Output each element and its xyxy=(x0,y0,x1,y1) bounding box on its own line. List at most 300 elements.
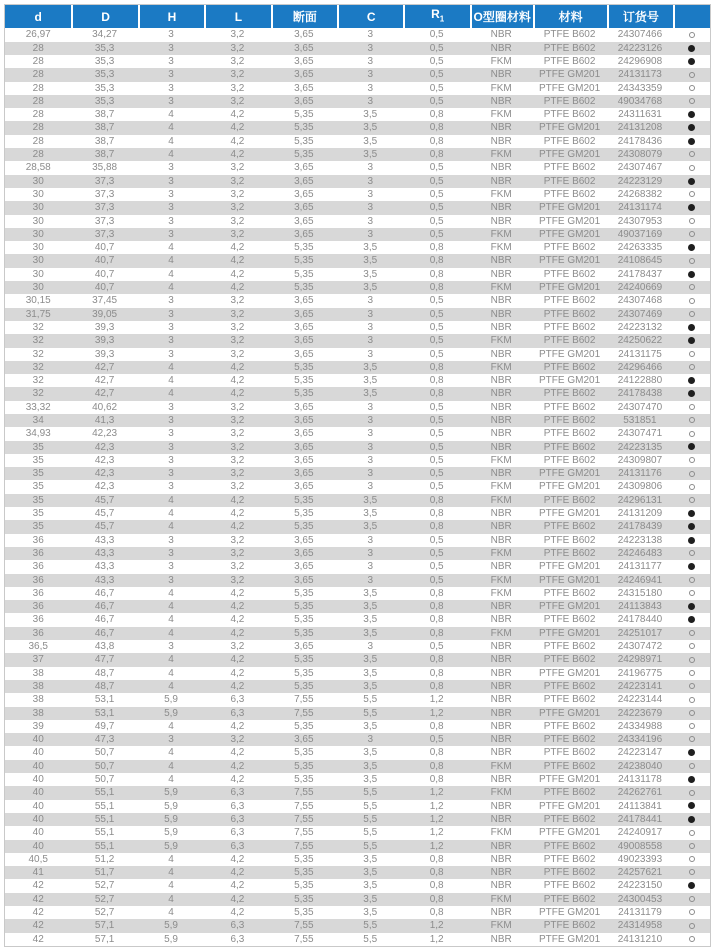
cell-R1: 0,8 xyxy=(429,601,444,613)
hollow-circle-icon xyxy=(689,85,695,91)
cell-material: PTFE B602 xyxy=(543,747,596,759)
cross-section-column-header: 断面 xyxy=(271,5,337,28)
cell-order-number: 24223126 xyxy=(617,42,663,54)
cell-C: 3,5 xyxy=(363,494,378,506)
cell-order-number: 24113843 xyxy=(618,601,662,613)
cell-L: 4,2 xyxy=(230,268,245,280)
cell-R1: 0,5 xyxy=(429,308,444,320)
cell-order-number: 24250622 xyxy=(617,335,663,347)
cell-D: 38,7 xyxy=(94,122,115,134)
cell-D: 38,7 xyxy=(94,149,115,161)
cell-C: 3 xyxy=(367,734,374,746)
cell-material: PTFE B602 xyxy=(543,454,596,466)
cell-d: 36 xyxy=(32,547,44,559)
cell-order-number: 24240669 xyxy=(617,282,663,294)
cell-d: 35 xyxy=(32,441,44,453)
cell-R1: 0,8 xyxy=(429,242,444,254)
table-row xyxy=(5,893,710,906)
hollow-circle-icon xyxy=(689,431,695,437)
cell-order-number: 24315180 xyxy=(617,587,663,599)
hollow-circle-icon xyxy=(689,191,695,197)
cell-material: PTFE GM201 xyxy=(539,933,601,945)
cell-R1: 0,8 xyxy=(429,654,444,666)
cell-C: 5,5 xyxy=(363,787,378,799)
cell-availability xyxy=(673,680,710,693)
cell-C: 3 xyxy=(367,441,374,453)
cell-C: 3 xyxy=(367,29,374,41)
hollow-circle-icon xyxy=(689,231,695,237)
cell-C: 3 xyxy=(367,454,374,466)
cell-H: 4 xyxy=(168,720,174,732)
cell-availability xyxy=(673,427,710,440)
cell-L: 6,3 xyxy=(230,813,245,825)
cell-material: PTFE GM201 xyxy=(539,255,601,267)
cell-C: 3,5 xyxy=(363,774,378,786)
cell-H: 3 xyxy=(168,561,174,573)
table-row xyxy=(5,494,710,507)
cell-cross-section: 3,65 xyxy=(294,401,314,413)
cell-L: 3,2 xyxy=(230,534,245,546)
cell-C: 3,5 xyxy=(363,149,378,161)
cell-availability xyxy=(673,175,710,188)
cell-R1: 0,5 xyxy=(429,734,444,746)
cell-D: 42,3 xyxy=(94,454,115,466)
cell-L: 4,2 xyxy=(230,242,245,254)
table-row xyxy=(5,281,710,294)
cell-L: 4,2 xyxy=(230,388,245,400)
cell-C: 3 xyxy=(367,641,374,653)
cell-material: PTFE GM201 xyxy=(539,774,601,786)
cell-order-number: 24131178 xyxy=(618,774,662,786)
cell-d: 30 xyxy=(32,175,44,187)
cell-C: 3,5 xyxy=(363,893,378,905)
cell-D: 46,7 xyxy=(94,601,115,613)
cell-H: 4 xyxy=(168,760,174,772)
cell-availability xyxy=(673,201,710,214)
cell-availability xyxy=(673,547,710,560)
hollow-circle-icon xyxy=(689,723,695,729)
cell-d: 28 xyxy=(32,149,44,161)
cell-D: 37,45 xyxy=(92,295,118,307)
availability-column-header xyxy=(673,5,710,28)
cell-availability xyxy=(673,414,710,427)
cell-availability xyxy=(673,879,710,892)
cell-D: 42,7 xyxy=(94,375,115,387)
filled-circle-icon xyxy=(688,443,695,450)
cell-H: 4 xyxy=(168,135,174,147)
filled-circle-icon xyxy=(688,138,695,145)
cell-o-ring-material: NBR xyxy=(490,308,512,320)
cell-availability xyxy=(673,215,710,228)
hollow-circle-icon xyxy=(689,351,695,357)
cell-o-ring-material: NBR xyxy=(490,694,512,706)
table-row xyxy=(5,321,710,334)
cell-material: PTFE B602 xyxy=(543,361,596,373)
cell-order-number: 24178436 xyxy=(617,135,663,147)
filled-circle-icon xyxy=(688,390,695,397)
cell-o-ring-material: FKM xyxy=(490,454,512,466)
filled-circle-icon xyxy=(688,816,695,823)
hollow-circle-icon xyxy=(689,843,695,849)
cell-availability xyxy=(673,334,710,347)
cell-C: 3,5 xyxy=(363,255,378,267)
cell-H: 5,9 xyxy=(164,694,178,706)
cell-order-number: 24131175 xyxy=(618,348,662,360)
cell-d: 34,93 xyxy=(25,428,51,440)
cell-cross-section: 3,65 xyxy=(294,561,314,573)
cell-L: 3,2 xyxy=(230,547,245,559)
table-row xyxy=(5,201,710,214)
cell-L: 3,2 xyxy=(230,29,245,41)
table-row xyxy=(5,547,710,560)
cell-C: 3,5 xyxy=(363,667,378,679)
cell-material: PTFE B602 xyxy=(543,654,596,666)
cell-order-number: 24178441 xyxy=(617,813,663,825)
table-row xyxy=(5,361,710,374)
cell-o-ring-material: NBR xyxy=(490,720,512,732)
filled-circle-icon xyxy=(688,563,695,570)
cell-L: 6,3 xyxy=(230,827,245,839)
cell-H: 4 xyxy=(168,654,174,666)
filled-circle-icon xyxy=(688,882,695,889)
cell-D: 37,3 xyxy=(94,202,115,214)
cell-order-number: 49034768 xyxy=(617,95,663,107)
cell-material: PTFE GM201 xyxy=(539,707,601,719)
cell-availability xyxy=(673,28,710,41)
cell-availability xyxy=(673,135,710,148)
cell-H: 3 xyxy=(168,321,174,333)
cell-D: 55,1 xyxy=(94,827,115,839)
cell-o-ring-material: NBR xyxy=(490,853,512,865)
table-row xyxy=(5,241,710,254)
cell-H: 3 xyxy=(168,335,174,347)
cell-order-number: 24307469 xyxy=(617,308,663,320)
cell-d: 40 xyxy=(32,747,44,759)
cell-d: 30 xyxy=(32,242,44,254)
cell-L: 3,2 xyxy=(230,401,245,413)
cell-cross-section: 3,65 xyxy=(294,441,314,453)
cell-D: 52,7 xyxy=(94,880,115,892)
cell-d: 40 xyxy=(32,734,44,746)
cell-D: 41,3 xyxy=(94,415,115,426)
cell-R1: 0,5 xyxy=(429,415,444,426)
cell-o-ring-material: FKM xyxy=(490,547,512,559)
cell-material: PTFE B602 xyxy=(543,175,596,187)
cell-R1: 1,2 xyxy=(429,787,444,799)
filled-circle-icon xyxy=(688,776,695,783)
cell-order-number: 24196775 xyxy=(617,667,663,679)
cell-C: 3,5 xyxy=(363,242,378,254)
cell-availability xyxy=(673,148,710,161)
cell-C: 3,5 xyxy=(363,906,378,918)
cell-order-number: 24296908 xyxy=(617,55,663,67)
cell-order-number: 24238040 xyxy=(617,760,663,772)
cell-H: 3 xyxy=(168,454,174,466)
cell-material: PTFE B602 xyxy=(543,388,596,400)
cell-L: 3,2 xyxy=(230,162,245,174)
table-row xyxy=(5,161,710,174)
cell-material: PTFE GM201 xyxy=(539,667,601,679)
L-column-header: L xyxy=(204,5,270,28)
cell-availability xyxy=(673,826,710,839)
cell-D: 40,7 xyxy=(94,242,115,254)
table-row xyxy=(5,520,710,533)
cell-d: 34 xyxy=(32,415,44,426)
table-row xyxy=(5,334,710,347)
cell-order-number: 49037169 xyxy=(617,228,663,240)
cell-material: PTFE B602 xyxy=(543,641,596,653)
cell-order-number: 24178440 xyxy=(617,614,663,626)
cell-L: 3,2 xyxy=(230,321,245,333)
cell-C: 3 xyxy=(367,69,374,81)
cell-material: PTFE GM201 xyxy=(539,800,601,812)
cell-material: PTFE GM201 xyxy=(539,282,601,294)
table-row xyxy=(5,613,710,626)
cell-D: 43,3 xyxy=(94,561,115,573)
cell-o-ring-material: NBR xyxy=(490,215,512,227)
cell-H: 4 xyxy=(168,242,174,254)
cell-o-ring-material: FKM xyxy=(490,893,512,905)
cell-H: 3 xyxy=(168,547,174,559)
cell-order-number: 24307470 xyxy=(617,401,663,413)
cell-order-number: 49008558 xyxy=(617,840,663,852)
cell-material: PTFE B602 xyxy=(543,760,596,772)
cell-cross-section: 5,35 xyxy=(294,282,314,294)
cell-material: PTFE B602 xyxy=(543,109,596,121)
cell-cross-section: 3,65 xyxy=(294,215,314,227)
cell-material: PTFE B602 xyxy=(543,720,596,732)
cell-R1: 1,2 xyxy=(429,920,444,932)
cell-C: 3,5 xyxy=(363,853,378,865)
cell-d: 28 xyxy=(32,82,44,94)
cell-L: 4,2 xyxy=(230,760,245,772)
cell-C: 3,5 xyxy=(363,122,378,134)
C-column-header: C xyxy=(337,5,403,28)
cell-L: 3,2 xyxy=(230,561,245,573)
cell-material: PTFE B602 xyxy=(543,880,596,892)
cell-o-ring-material: FKM xyxy=(490,82,512,94)
cell-availability xyxy=(673,866,710,879)
cell-D: 46,7 xyxy=(94,587,115,599)
H-column-header: H xyxy=(138,5,204,28)
seal-dimension-table xyxy=(5,5,710,946)
cell-D: 52,7 xyxy=(94,893,115,905)
cell-R1: 0,8 xyxy=(429,720,444,732)
cell-availability xyxy=(673,507,710,520)
cell-o-ring-material: NBR xyxy=(490,654,512,666)
hollow-circle-icon xyxy=(689,577,695,583)
cell-C: 5,5 xyxy=(363,920,378,932)
cell-d: 30 xyxy=(32,255,44,267)
cell-d: 40 xyxy=(32,760,44,772)
cell-R1: 0,5 xyxy=(429,534,444,546)
cell-availability xyxy=(673,294,710,307)
cell-H: 3 xyxy=(168,162,174,174)
cell-R1: 0,8 xyxy=(429,388,444,400)
hollow-circle-icon xyxy=(689,484,695,490)
cell-L: 3,2 xyxy=(230,188,245,200)
cell-R1: 0,5 xyxy=(429,162,444,174)
cell-D: 42,3 xyxy=(94,441,115,453)
cell-order-number: 24296466 xyxy=(617,361,663,373)
table-row xyxy=(5,175,710,188)
cell-D: 40,7 xyxy=(94,282,115,294)
cell-C: 3,5 xyxy=(363,388,378,400)
cell-d: 39 xyxy=(32,720,44,732)
cell-cross-section: 5,35 xyxy=(294,388,314,400)
cell-H: 4 xyxy=(168,614,174,626)
cell-material: PTFE B602 xyxy=(543,694,596,706)
cell-d: 28 xyxy=(32,69,44,81)
cell-cross-section: 7,55 xyxy=(294,933,314,945)
cell-o-ring-material: FKM xyxy=(490,188,512,200)
cell-R1: 0,5 xyxy=(429,641,444,653)
cell-order-number: 24223141 xyxy=(617,680,663,692)
cell-o-ring-material: NBR xyxy=(490,202,512,214)
cell-C: 3 xyxy=(367,415,374,426)
cell-material: PTFE B602 xyxy=(543,547,596,559)
cell-availability xyxy=(673,454,710,467)
cell-C: 3 xyxy=(367,42,374,54)
filled-circle-icon xyxy=(688,271,695,278)
cell-availability xyxy=(673,55,710,68)
cell-cross-section: 3,65 xyxy=(294,162,314,174)
cell-R1: 0,5 xyxy=(429,55,444,67)
cell-o-ring-material: NBR xyxy=(490,813,512,825)
cell-material: PTFE B602 xyxy=(543,787,596,799)
table-row xyxy=(5,587,710,600)
cell-R1: 0,5 xyxy=(429,561,444,573)
cell-cross-section: 3,65 xyxy=(294,734,314,746)
cell-cross-section: 3,65 xyxy=(294,454,314,466)
cell-C: 3 xyxy=(367,175,374,187)
cell-material: PTFE B602 xyxy=(543,614,596,626)
cell-d: 30 xyxy=(32,282,44,294)
cell-d: 28 xyxy=(32,135,44,147)
cell-R1: 0,5 xyxy=(429,547,444,559)
cell-availability xyxy=(673,254,710,267)
cell-material: PTFE B602 xyxy=(543,920,596,932)
cell-o-ring-material: NBR xyxy=(490,348,512,360)
cell-availability xyxy=(673,746,710,759)
cell-o-ring-material: NBR xyxy=(490,667,512,679)
cell-material: PTFE GM201 xyxy=(539,561,601,573)
cell-C: 3 xyxy=(367,55,374,67)
hollow-circle-icon xyxy=(689,790,695,796)
cell-cross-section: 3,65 xyxy=(294,468,314,480)
hollow-circle-icon xyxy=(689,404,695,410)
cell-R1: 0,5 xyxy=(429,441,444,453)
cell-R1: 0,5 xyxy=(429,454,444,466)
cell-L: 3,2 xyxy=(230,335,245,347)
cell-cross-section: 5,35 xyxy=(294,268,314,280)
cell-d: 42 xyxy=(32,920,44,932)
cell-o-ring-material: NBR xyxy=(490,774,512,786)
cell-D: 42,7 xyxy=(94,388,115,400)
cell-order-number: 24262761 xyxy=(617,787,663,799)
cell-d: 35 xyxy=(32,508,44,520)
cell-o-ring-material: NBR xyxy=(490,255,512,267)
cell-order-number: 24311631 xyxy=(618,109,662,121)
cell-C: 3 xyxy=(367,401,374,413)
cell-C: 5,5 xyxy=(363,813,378,825)
cell-d: 36 xyxy=(32,627,44,639)
hollow-circle-icon xyxy=(689,630,695,636)
cell-availability xyxy=(673,401,710,414)
cell-D: 37,3 xyxy=(94,228,115,240)
cell-C: 3 xyxy=(367,335,374,347)
cell-o-ring-material: FKM xyxy=(490,55,512,67)
cell-o-ring-material: FKM xyxy=(490,109,512,121)
cell-D: 57,1 xyxy=(94,933,115,945)
cell-o-ring-material: NBR xyxy=(490,707,512,719)
table-row xyxy=(5,427,710,440)
cell-o-ring-material: NBR xyxy=(490,415,512,426)
table-row xyxy=(5,627,710,640)
cell-order-number: 24131209 xyxy=(617,508,663,520)
cell-R1: 0,8 xyxy=(429,149,444,161)
cell-material: PTFE B602 xyxy=(543,680,596,692)
cell-R1: 0,8 xyxy=(429,521,444,533)
cell-material: PTFE B602 xyxy=(543,308,596,320)
cell-C: 3,5 xyxy=(363,268,378,280)
table-row xyxy=(5,441,710,454)
cell-availability xyxy=(673,348,710,361)
cell-order-number: 24223150 xyxy=(617,880,663,892)
cell-L: 3,2 xyxy=(230,641,245,653)
cell-H: 3 xyxy=(168,95,174,107)
table-row xyxy=(5,813,710,826)
cell-D: 55,1 xyxy=(94,800,115,812)
cell-o-ring-material: NBR xyxy=(490,561,512,573)
cell-availability xyxy=(673,840,710,853)
cell-cross-section: 7,55 xyxy=(294,840,314,852)
cell-R1: 1,2 xyxy=(429,694,444,706)
hollow-circle-icon xyxy=(689,670,695,676)
cell-d: 40,5 xyxy=(28,853,48,865)
table-row xyxy=(5,467,710,480)
cell-availability xyxy=(673,281,710,294)
cell-C: 3,5 xyxy=(363,680,378,692)
hollow-circle-icon xyxy=(689,590,695,596)
cell-C: 3,5 xyxy=(363,601,378,613)
cell-R1: 0,8 xyxy=(429,255,444,267)
cell-order-number: 49023393 xyxy=(617,853,663,865)
cell-L: 4,2 xyxy=(230,667,245,679)
cell-H: 3 xyxy=(168,215,174,227)
cell-o-ring-material: NBR xyxy=(490,122,512,134)
cell-o-ring-material: FKM xyxy=(490,920,512,932)
cell-availability xyxy=(673,560,710,573)
cell-H: 3 xyxy=(168,228,174,240)
cell-material: PTFE B602 xyxy=(543,55,596,67)
cell-d: 30 xyxy=(32,228,44,240)
cell-H: 3 xyxy=(168,175,174,187)
cell-H: 3 xyxy=(168,295,174,307)
cell-L: 3,2 xyxy=(230,228,245,240)
cell-L: 4,2 xyxy=(230,747,245,759)
cell-cross-section: 3,65 xyxy=(294,42,314,54)
cell-o-ring-material: FKM xyxy=(490,494,512,506)
cell-C: 3 xyxy=(367,82,374,94)
cell-o-ring-material: NBR xyxy=(490,734,512,746)
cell-D: 55,1 xyxy=(94,787,115,799)
cell-D: 37,3 xyxy=(94,188,115,200)
cell-material: PTFE B602 xyxy=(543,813,596,825)
cell-cross-section: 5,35 xyxy=(294,760,314,772)
cell-o-ring-material: NBR xyxy=(490,29,512,41)
cell-material: PTFE GM201 xyxy=(539,906,601,918)
